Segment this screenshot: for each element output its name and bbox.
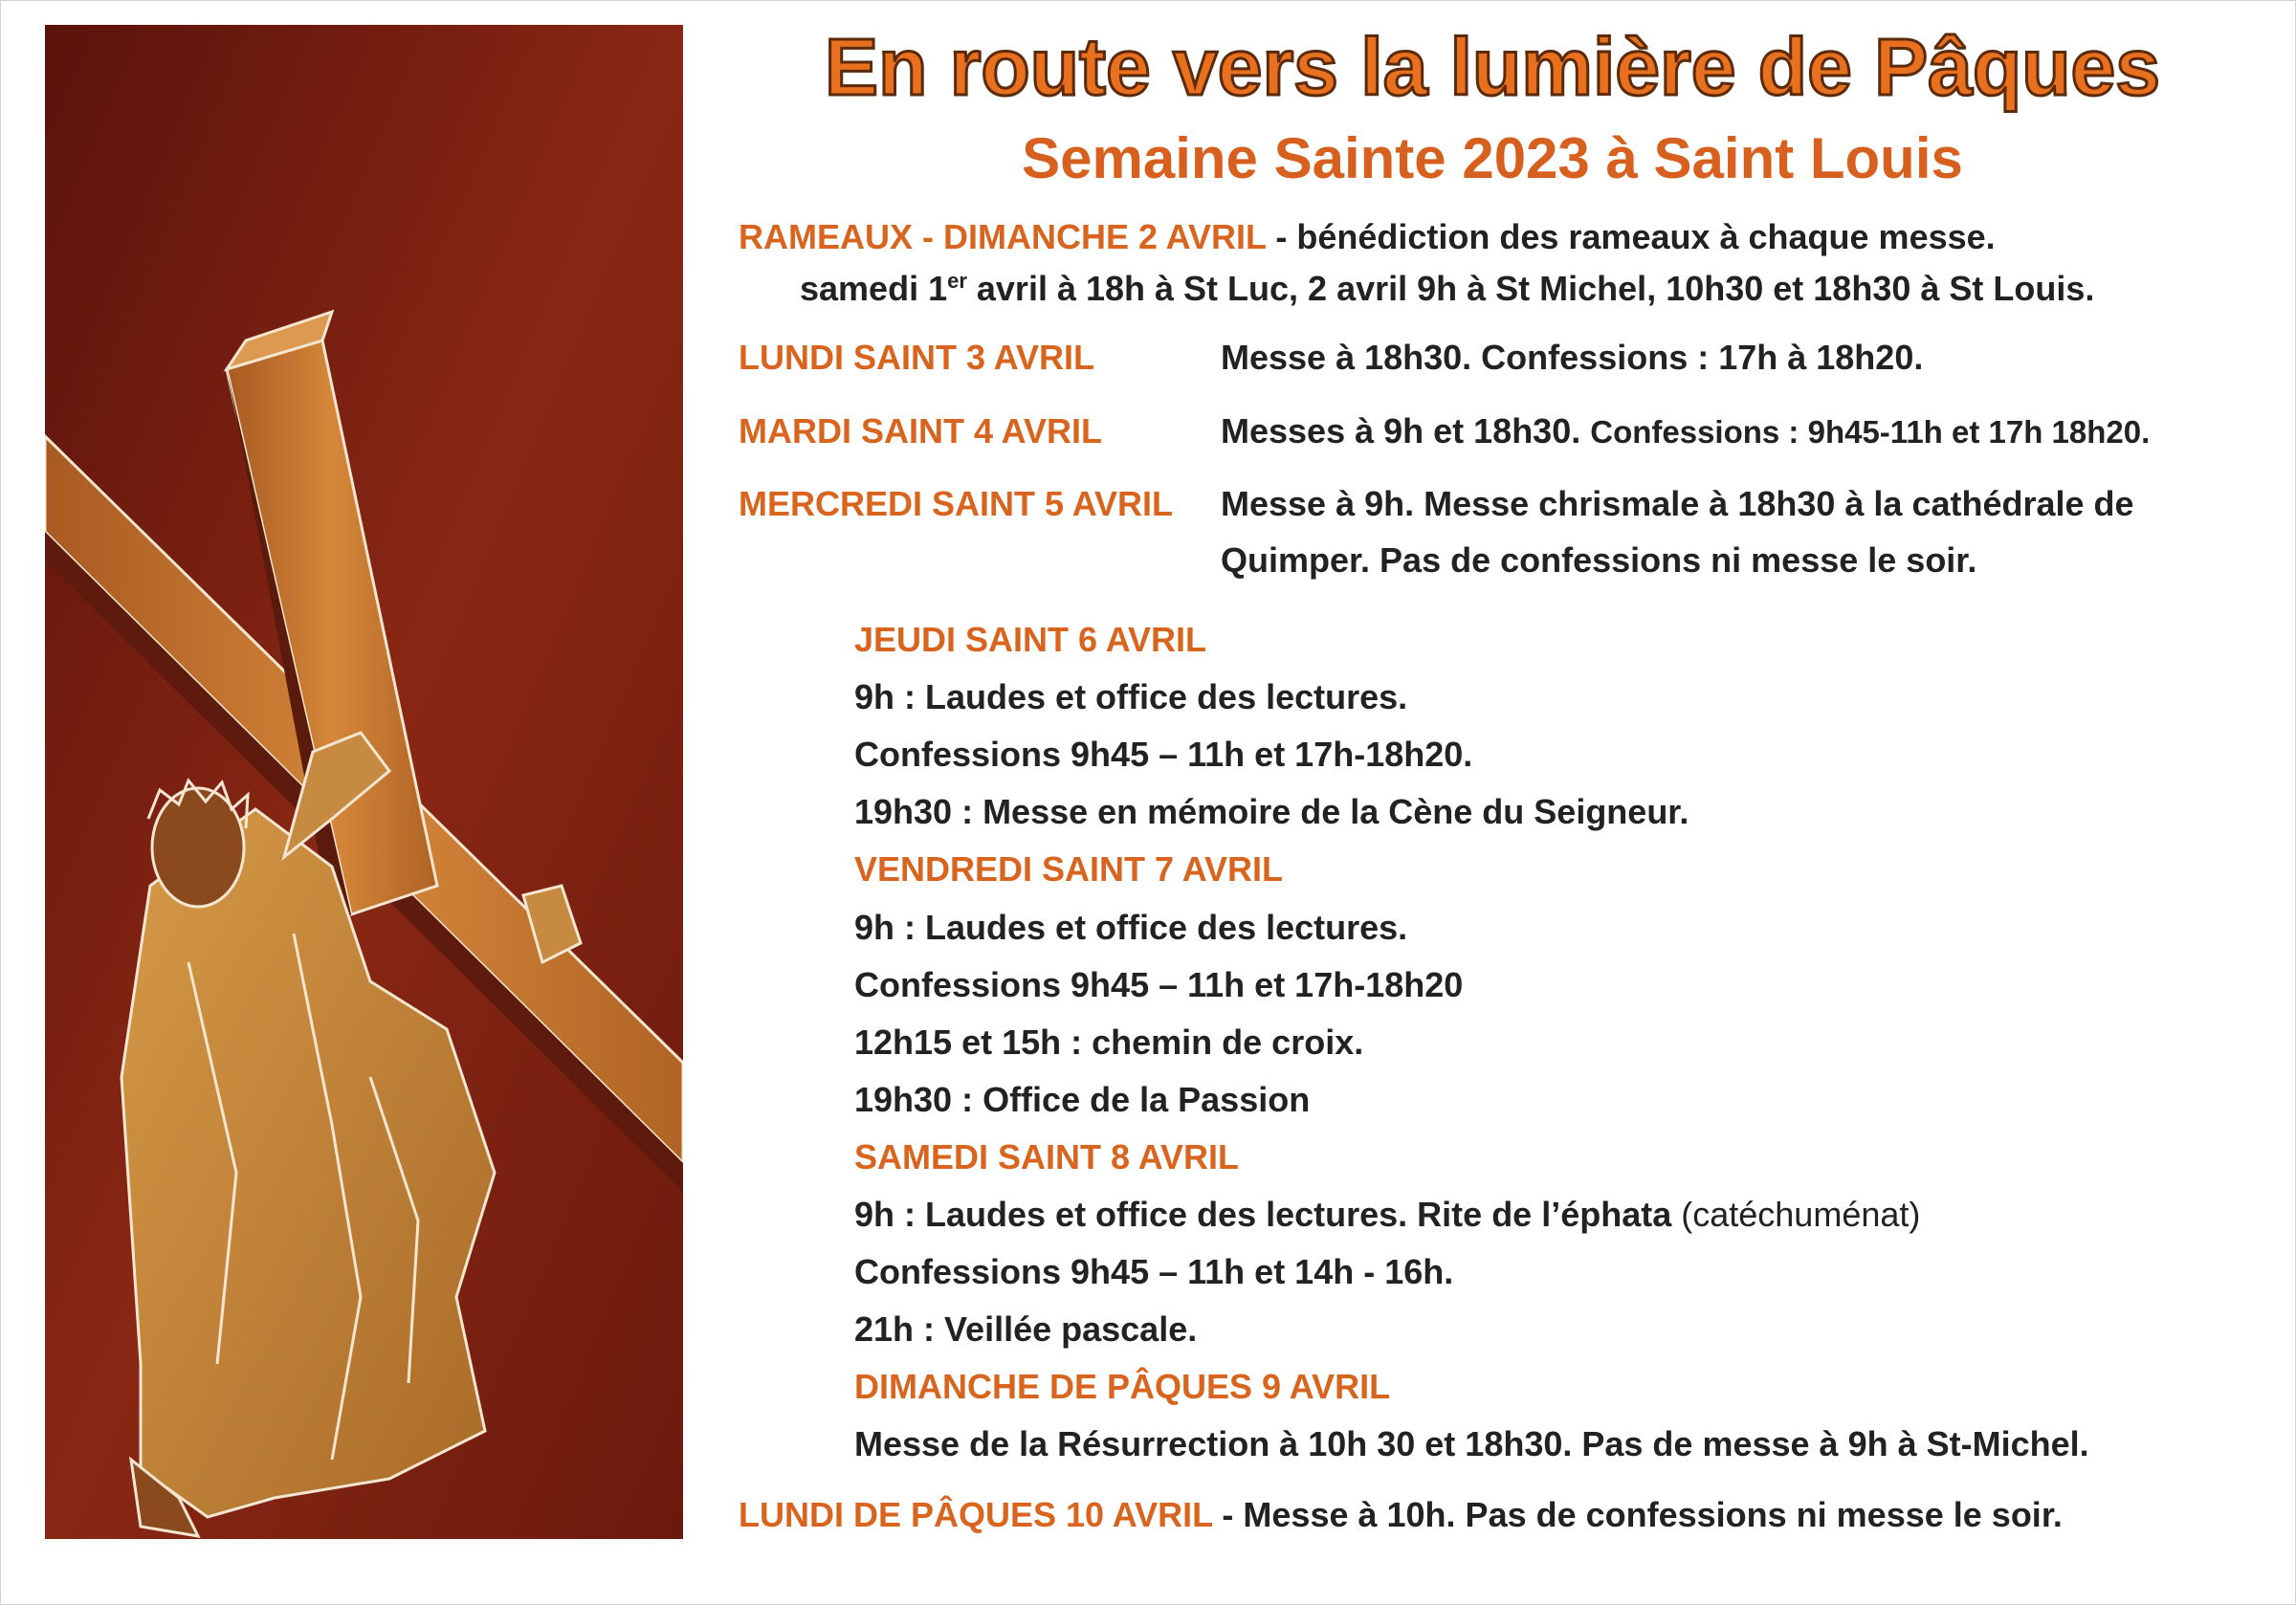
page-title: En route vers la lumière de Pâques <box>825 22 2160 112</box>
vendredi-line-3: 12h15 et 15h : chemin de croix. <box>854 1022 1364 1062</box>
paques-label: DIMANCHE DE PÂQUES 9 AVRIL <box>854 1367 1391 1406</box>
vendredi-line-1: 9h : Laudes et office des lectures. <box>854 908 1408 947</box>
mardi-text-b: Confessions : 9h45-11h et 17h 18h20. <box>1590 414 2151 450</box>
vendredi-line-2: Confessions 9h45 – 11h et 17h-18h20 <box>854 965 1464 1004</box>
mercredi-text2: Quimper. Pas de confessions ni messe le soir. <box>1221 540 1977 580</box>
rameaux-text: - bénédiction des rameaux à chaque messe. <box>1266 217 1996 256</box>
samedi-line-1 <box>854 1192 1920 1238</box>
mardi-text <box>1221 408 2150 455</box>
samedi-line-2: Confessions 9h45 – 11h et 14h - 16h. <box>854 1252 1454 1291</box>
samedi-line-1-note: (catéchuménat) <box>1671 1195 1921 1234</box>
vendredi-label: VENDREDI SAINT 7 AVRIL <box>854 849 1284 889</box>
samedi-label: SAMEDI SAINT 8 AVRIL <box>854 1137 1240 1176</box>
samedi-line-3: 21h : Veillée pascale. <box>854 1309 1198 1349</box>
page-subtitle: Semaine Sainte 2023 à Saint Louis <box>1022 126 1963 190</box>
samedi-line-1-main: 9h : Laudes et office des lectures. Rite de l’éphata <box>854 1195 1672 1234</box>
rameaux-label: RAMEAUX - DIMANCHE 2 AVRIL <box>739 217 1267 256</box>
lundi-paques-label: LUNDI DE PÂQUES 10 AVRIL <box>739 1495 1213 1534</box>
lundi-paques-line <box>739 1492 2063 1538</box>
rameaux-line <box>739 214 1996 260</box>
mercredi-text1: Messe à 9h. Messe chrismale à 18h30 à la cathédrale de <box>1221 484 2134 523</box>
rameaux-line2-pre: samedi 1 <box>800 269 948 308</box>
vendredi-line-4: 19h30 : Office de la Passion <box>854 1080 1311 1119</box>
jeudi-line-1: 9h : Laudes et office des lectures. <box>854 677 1408 716</box>
paques-line: Messe de la Résurrection à 10h 30 et 18h30. Pas de messe à 9h à St-Michel. <box>854 1424 2089 1463</box>
mardi-text-a: Messes à 9h et 18h30. <box>1221 411 1591 451</box>
christ-carrying-cross-painting <box>45 25 683 1539</box>
lundi-text: Messe à 18h30. Confessions : 17h à 18h20. <box>1221 338 1924 377</box>
mercredi-label: MERCREDI SAINT 5 AVRIL <box>739 484 1174 523</box>
lundi-paques-text: - Messe à 10h. Pas de confessions ni messe le soir. <box>1212 1495 2063 1534</box>
mardi-label: MARDI SAINT 4 AVRIL <box>739 411 1103 451</box>
jeudi-line-3: 19h30 : Messe en mémoire de la Cène du Seigneur. <box>854 792 1689 831</box>
jeudi-label: JEUDI SAINT 6 AVRIL <box>854 620 1207 659</box>
rameaux-line2 <box>800 266 2094 312</box>
jeudi-line-2: Confessions 9h45 – 11h et 17h-18h20. <box>854 735 1473 774</box>
lundi-label: LUNDI SAINT 3 AVRIL <box>739 338 1095 377</box>
rameaux-line2-sup: er <box>947 269 967 293</box>
rameaux-line2-post: avril à 18h à St Luc, 2 avril 9h à St Michel, 10h30 et 18h30 à St Louis. <box>966 269 2095 308</box>
